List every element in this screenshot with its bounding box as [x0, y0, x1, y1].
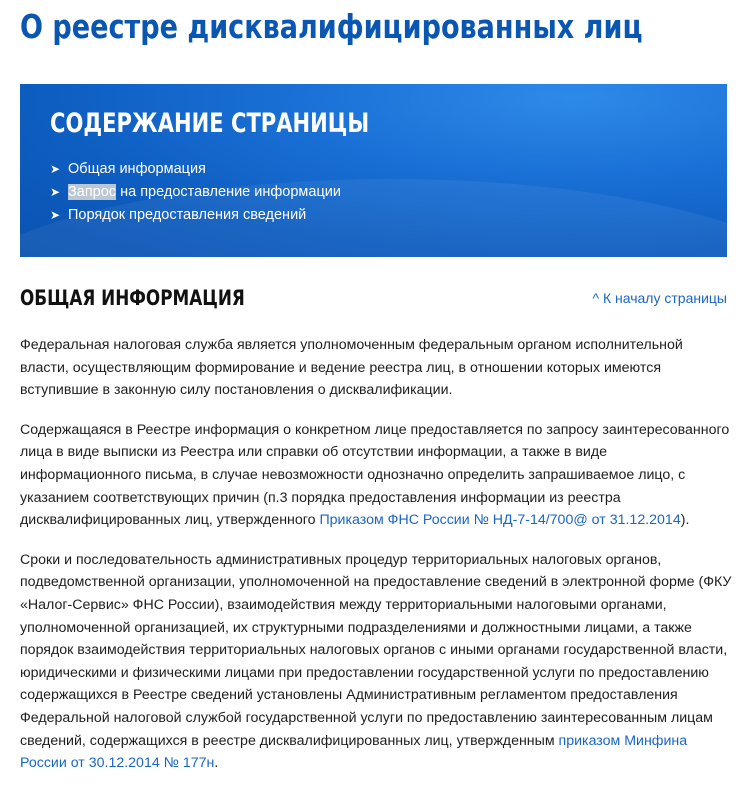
toc-list [50, 157, 341, 226]
toc-link-request-label: на предоставление информации [116, 183, 341, 200]
toc-item-general-info [50, 157, 341, 180]
paragraph-2 [20, 419, 732, 532]
table-of-contents [20, 84, 727, 257]
toc-link-procedure[interactable]: Порядок предоставления сведений [68, 206, 307, 223]
arrow-right-icon: ➤ [50, 184, 61, 199]
paragraph-2-text: Содержащаяся в Реестре информация о конкретном лице предоставляется по запросу заинтересованного лица в виде выписки из Реестра или справки об отсутствии информации, а также в виде информационного письма, в случае невозможности однозначно определить запрашиваемое лицо, с указанием соответствующих причин (п.3 порядка предоставления информации из реестра дисквалифицированных лиц, утвержденного [20, 421, 730, 529]
minfin-order-link[interactable]: приказом Минфина России от 30.12.2014 № 177н [20, 732, 688, 772]
fns-order-link[interactable]: Приказом ФНС России № НД-7-14/700@ от 31.12.2014 [319, 512, 681, 529]
section-title: ОБЩАЯ ИНФОРМАЦИЯ [20, 286, 245, 310]
toc-link-request[interactable] [68, 182, 341, 202]
selected-text-highlight: Запрос [68, 183, 117, 200]
toc-item-procedure [50, 203, 341, 226]
paragraph-3 [20, 549, 732, 775]
toc-item-request [50, 180, 341, 203]
paragraph-1: Федеральная налоговая служба является уполномоченным федеральным органом исполнительной власти, осуществляющим формирование и ведение реестра лиц, в отношении которых имеются вступившие в законную силу постановления о дисквалификации. [20, 337, 683, 399]
page-title: О реестре дисквалифицированных лиц [20, 7, 643, 46]
paragraph-3-end: . [214, 755, 219, 772]
section-content [20, 334, 732, 792]
section-header [20, 282, 727, 314]
arrow-right-icon: ➤ [50, 207, 61, 222]
back-to-top-link[interactable]: ^ К началу страницы [592, 290, 727, 306]
paragraph-3-text: Сроки и последовательность административных процедур территориальных налоговых органов, подведомственной организации, уполномоченной на предоставление сведений в электронной форме (ФКУ «Налог-Сервис» ФНС России), взаимодействия между территориальными налоговыми органами, уполномоченной организацией, их структурными подразделениями и должностными лицами, а также порядок взаимодействия территориальных налоговых органов с иными органами государственной власти, юридическими и физическими лицами при предоставлении государственной услуги по предоставлению содержащихся в Реестре сведений установлены Административным регламентом предоставления Федеральной налоговой службой государственной услуги по предоставлению заинтересованным лицам сведений, содержащихся в реестре дисквалифицированных лиц, утвержденным [20, 551, 732, 749]
arrow-right-icon: ➤ [50, 161, 61, 176]
toc-link-general-info[interactable]: Общая информация [68, 160, 206, 177]
paragraph-2-end: ). [680, 512, 690, 529]
toc-title: СОДЕРЖАНИЕ СТРАНИЦЫ [50, 108, 370, 139]
